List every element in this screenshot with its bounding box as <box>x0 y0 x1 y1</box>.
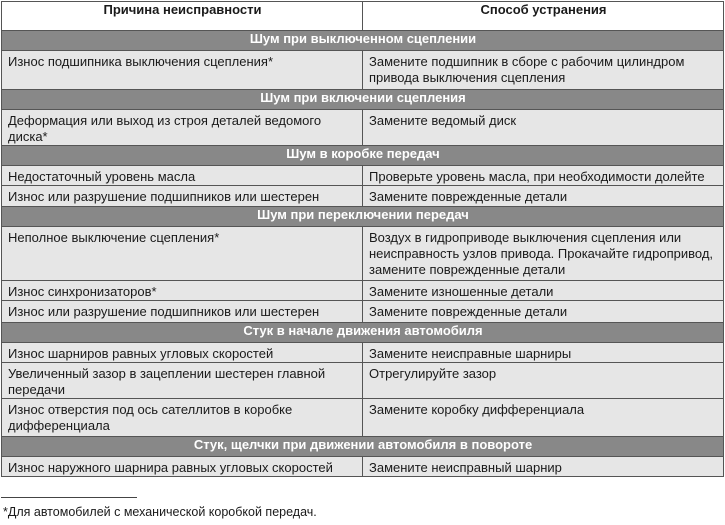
fix-cell: Замените неисправный шарнир <box>363 457 724 477</box>
table-row <box>2 186 724 207</box>
section-row <box>2 90 724 110</box>
fix-cell: Отрегулируйте зазор <box>363 363 724 399</box>
fix-cell: Замените неисправные шарниры <box>363 343 724 363</box>
section-row <box>2 146 724 166</box>
section-title: Стук в начале движения автомобиля <box>2 323 724 343</box>
section-title: Шум в коробке передач <box>2 146 724 166</box>
cause-cell: Износ наружного шарнира равных угловых скоростей <box>2 457 363 477</box>
fix-cell: Замените ведомый диск <box>363 110 724 146</box>
section-title: Стук, щелчки при движении автомобиля в повороте <box>2 437 724 457</box>
footnote: *Для автомобилей с механической коробкой передач. <box>3 505 317 519</box>
cause-cell: Износ подшипника выключения сцепления* <box>2 51 363 90</box>
table-row <box>2 166 724 186</box>
table-row <box>2 457 724 477</box>
section-title: Шум при включении сцепления <box>2 90 724 110</box>
table-row <box>2 227 724 281</box>
fix-cell: Замените подшипник в сборе с рабочим цилиндром привода выключения сцепления <box>363 51 724 90</box>
section-row <box>2 207 724 227</box>
table-body <box>2 31 724 477</box>
cause-cell: Износ синхронизаторов* <box>2 281 363 301</box>
section-title: Шум при выключенном сцеплении <box>2 31 724 51</box>
table-row <box>2 363 724 399</box>
table-row <box>2 281 724 301</box>
section-title: Шум при переключении передач <box>2 207 724 227</box>
table-header-row <box>2 2 724 31</box>
cause-cell: Недостаточный уровень масла <box>2 166 363 186</box>
cause-cell: Износ или разрушение подшипников или шестерен <box>2 301 363 323</box>
fix-cell: Замените коробку дифференциала <box>363 399 724 437</box>
section-row <box>2 437 724 457</box>
cause-cell: Деформация или выход из строя деталей ведомого диска* <box>2 110 363 146</box>
fix-cell: Замените поврежденные детали <box>363 301 724 323</box>
fix-cell: Замените изношенные детали <box>363 281 724 301</box>
cause-cell: Увеличенный зазор в зацеплении шестерен главной передачи <box>2 363 363 399</box>
header-fix: Способ устранения <box>363 2 724 31</box>
cause-cell: Износ или разрушение подшипников или шестерен <box>2 186 363 207</box>
fix-cell: Проверьте уровень масла, при необходимости долейте <box>363 166 724 186</box>
section-row <box>2 31 724 51</box>
fix-cell: Воздух в гидроприводе выключения сцепления или неисправность узлов привода. Прокачайте гидропривод, замените поврежденные детали <box>363 227 724 281</box>
cause-cell: Износ отверстия под ось сателлитов в коробке дифференциала <box>2 399 363 437</box>
footnote-divider <box>1 497 137 498</box>
cause-cell: Неполное выключение сцепления* <box>2 227 363 281</box>
table-row <box>2 51 724 90</box>
troubleshooting-table <box>1 1 724 477</box>
header-cause: Причина неисправности <box>2 2 363 31</box>
table-row <box>2 110 724 146</box>
table-row <box>2 343 724 363</box>
table-row <box>2 399 724 437</box>
section-row <box>2 323 724 343</box>
cause-cell: Износ шарниров равных угловых скоростей <box>2 343 363 363</box>
table-row <box>2 301 724 323</box>
fix-cell: Замените поврежденные детали <box>363 186 724 207</box>
